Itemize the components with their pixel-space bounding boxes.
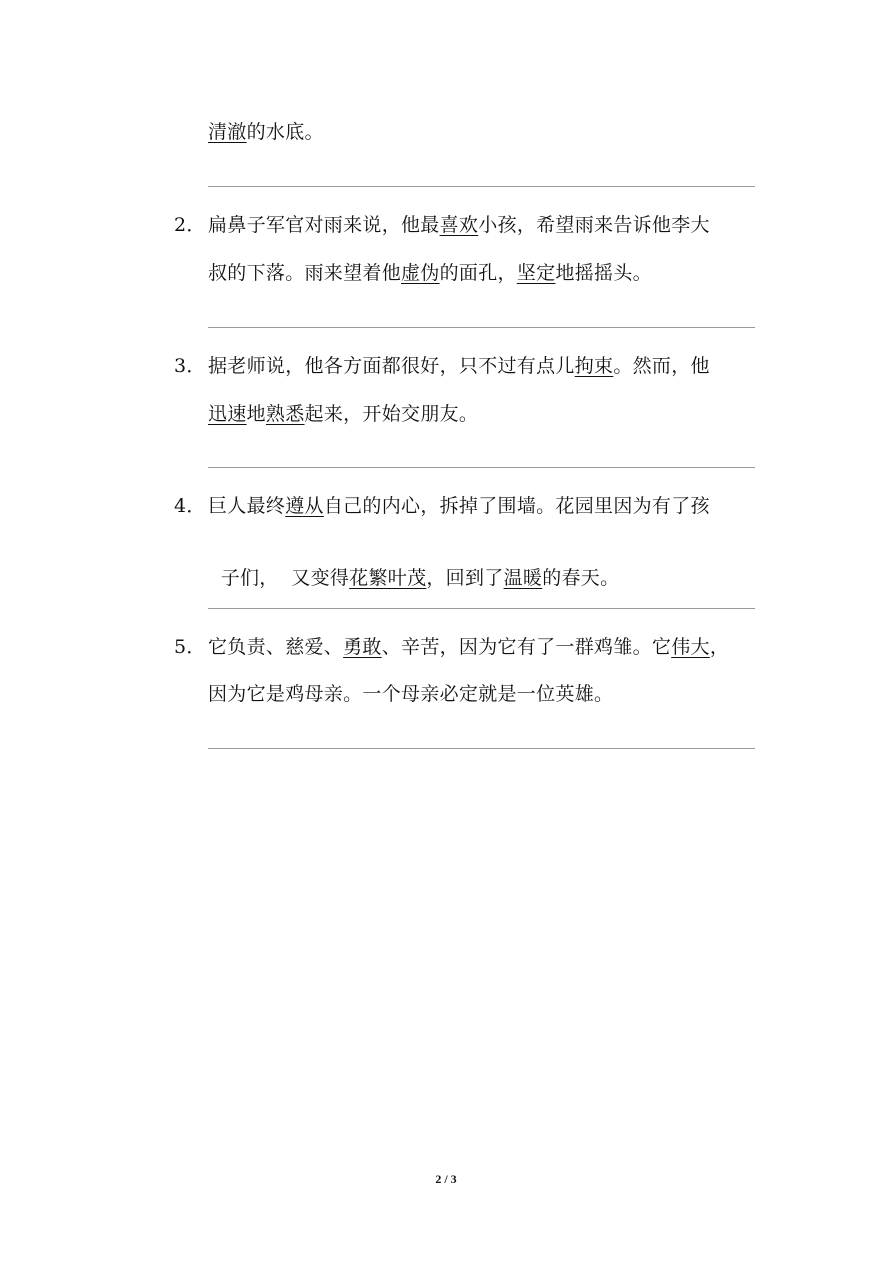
text-run: 。然而，他: [613, 355, 710, 377]
text-run: 扁鼻子军官对雨来说，他最: [208, 214, 440, 236]
text-run: 起来，开始交朋友。: [304, 403, 479, 425]
text-run: 地: [246, 403, 266, 425]
item-2-line-2: [208, 261, 652, 285]
item-4-line-2: [208, 542, 619, 590]
text-run: 地摇摇头。: [555, 262, 652, 284]
text-run: 叔的下落。雨来望着他: [208, 262, 402, 284]
text-run: ，回到了: [426, 567, 504, 589]
answer-line-5: [208, 748, 755, 749]
underlined-word: 迅速: [208, 403, 247, 425]
answer-line-4: [208, 608, 755, 609]
text-run: 据老师说，他各方面都很好，只不过有点儿: [208, 355, 575, 377]
underlined-word: 拘束: [574, 355, 614, 377]
text-run: 的水底。: [246, 121, 324, 143]
text-run: 的春天。: [542, 567, 620, 589]
answer-line-1: [208, 186, 755, 187]
underlined-word: 花繁叶茂: [349, 567, 427, 589]
underlined-word: 喜欢: [439, 214, 479, 236]
text-run: 因为它是鸡母亲。一个母亲必定就是一位英雄。: [208, 683, 614, 705]
item-number: 3．: [174, 355, 206, 377]
underlined-word: 虚伪: [401, 262, 440, 284]
item-number: 4．: [174, 495, 206, 517]
text-run: 小孩，希望雨来告诉他李大: [478, 214, 710, 236]
underlined-word: 遵从: [285, 495, 324, 517]
text-run: ，: [709, 636, 730, 658]
text-run: 它负责、慈爱、: [208, 636, 344, 658]
item-number: 5．: [174, 636, 206, 658]
text-run: 、辛苦，因为它有了一群鸡雏。它: [381, 636, 672, 658]
item-1-line-2: [208, 120, 324, 144]
text-run: 子们， 又变得: [220, 567, 350, 589]
item-5-line-1: [174, 635, 729, 659]
text-run: 自己的内心，拆掉了围墙。花园里因为有了孩: [323, 495, 710, 517]
item-4-line-1: [174, 494, 710, 518]
answer-line-2: [208, 327, 755, 328]
underlined-word: 清澈: [208, 121, 247, 143]
underlined-word: 伟大: [671, 636, 710, 658]
item-5-line-2: [208, 682, 613, 706]
underlined-word: 坚定: [516, 262, 556, 284]
item-3-line-2: [208, 402, 478, 426]
underlined-word: 熟悉: [265, 403, 305, 425]
item-number: 2．: [174, 214, 206, 236]
underlined-word: 勇敢: [343, 636, 382, 658]
item-2-line-1: [174, 213, 710, 237]
text-run: 的面孔，: [439, 262, 517, 284]
answer-line-3: [208, 467, 755, 468]
item-3-line-1: [174, 354, 710, 378]
page-number: 2 / 3: [435, 1172, 457, 1186]
text-run: 巨人最终: [208, 495, 286, 517]
underlined-word: 温暖: [503, 567, 543, 589]
